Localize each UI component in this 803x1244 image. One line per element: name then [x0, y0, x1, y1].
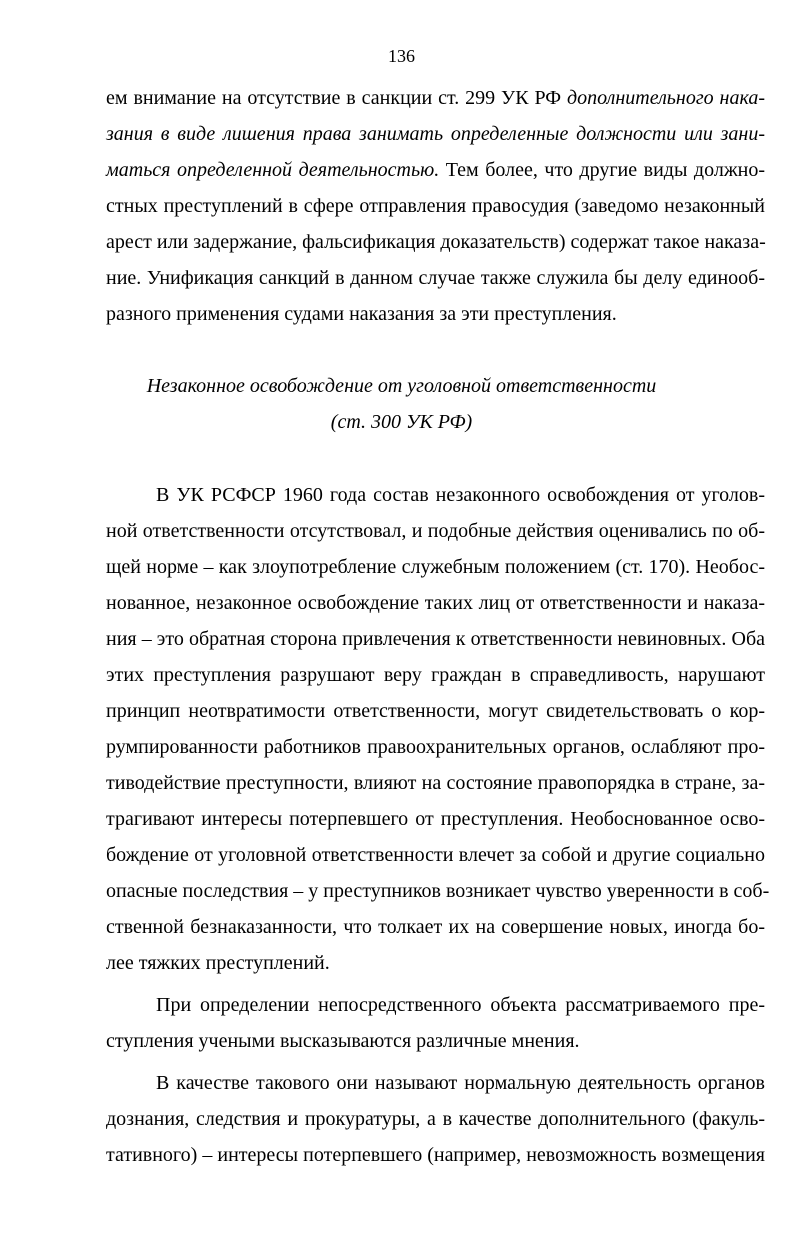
text-line: опасные последствия – у преступников возникает чувство уверенности в соб-: [106, 880, 770, 902]
text-line: тиводействие преступности, влияют на состояние правопорядка в стране, за-: [106, 772, 765, 794]
italic-text: маться определенной деятельностью.: [106, 159, 440, 181]
italic-text: зания в виде лишения права занимать определенные должности или зани-: [106, 123, 765, 145]
text-line: ем внимание на отсутствие в санкции ст. 299 УК РФ дополнительного нака-: [106, 87, 765, 109]
text-line: В качестве такового они называют нормальную деятельность органов: [156, 1072, 765, 1094]
section-heading-article: (ст. 300 УК РФ): [330, 411, 473, 433]
text-line: маться определенной деятельностью. Тем более, что другие виды должно-: [106, 159, 765, 181]
text-line: разного применения судами наказания за эти преступления.: [106, 303, 617, 325]
text-line: трагивают интересы потерпевшего от преступления. Необоснованное осво-: [106, 808, 765, 830]
text-line: щей норме – как злоупотребление служебным положением (ст. 170). Необос-: [106, 556, 765, 578]
text-line: При определении непосредственного объекта рассматриваемого пре-: [156, 994, 765, 1016]
text-line: этих преступления разрушают веру граждан в справедливость, нарушают: [106, 664, 765, 686]
text-line: лее тяжких преступлений.: [106, 952, 330, 974]
text-line: В УК РСФСР 1960 года состав незаконного освобождения от уголов-: [156, 484, 765, 506]
text-line: ной ответственности отсутствовал, и подобные действия оценивались по об-: [106, 520, 765, 542]
text-line: ственной безнаказанности, что толкает их на совершение новых, иногда бо-: [106, 916, 765, 938]
text-line: арест или задержание, фальсификация доказательств) содержат такое наказа-: [106, 231, 766, 253]
italic-text: дополнительного нака-: [567, 87, 765, 109]
text-line: ступления учеными высказываются различные мнения.: [106, 1030, 580, 1052]
text-line: ния – это обратная сторона привлечения к ответственности невиновных. Оба: [106, 628, 765, 650]
text-line: ние. Унификация санкций в данном случае также служила бы делу единооб-: [106, 267, 765, 289]
page-number: 136: [388, 46, 415, 66]
text-line: принцип неотвратимости ответственности, могут свидетельствовать о кор-: [106, 700, 765, 722]
text-line: тативного) – интересы потерпевшего (например, невозможность возмещения: [106, 1144, 765, 1166]
section-heading: Незаконное освобождение от уголовной ответственности: [146, 375, 657, 397]
text-line: стных преступлений в сфере отправления правосудия (заведомо незаконный: [106, 195, 765, 217]
text-line: румпированности работников правоохранительных органов, ослабляют про-: [106, 736, 765, 758]
text-line: бождение от уголовной ответственности влечет за собой и другие социально: [106, 844, 765, 866]
text-line: дознания, следствия и прокуратуры, а в качестве дополнительного (факуль-: [106, 1108, 765, 1130]
text-line: нованное, незаконное освобождение таких лиц от ответственности и наказа-: [106, 592, 765, 614]
text-line: [106, 122, 765, 146]
